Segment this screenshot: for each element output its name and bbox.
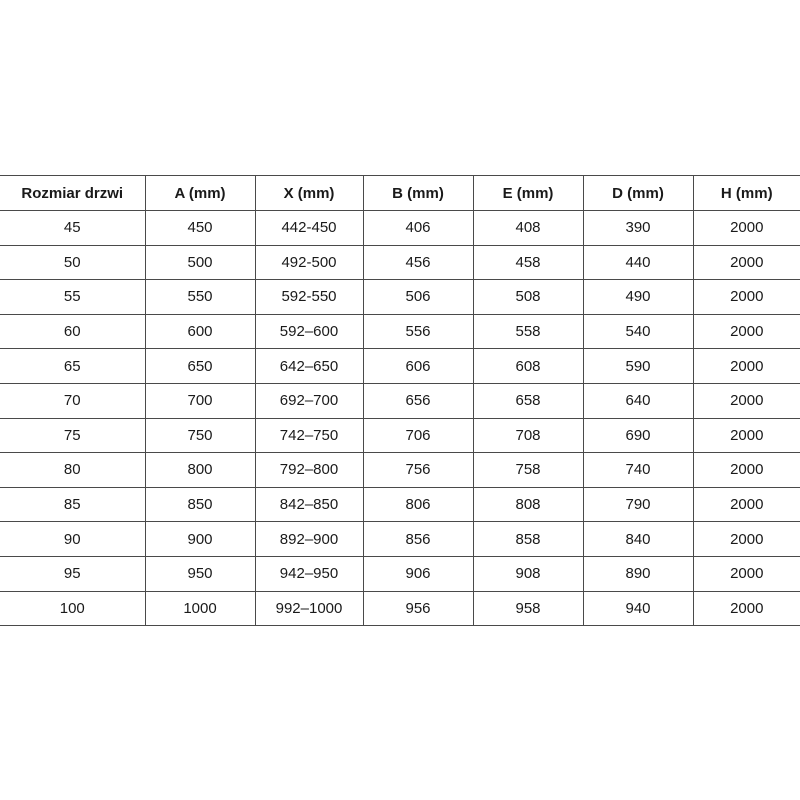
table-cell: 492-500 — [255, 245, 363, 280]
column-header: A (mm) — [145, 176, 255, 211]
table-cell: 2000 — [693, 453, 800, 488]
table-cell: 692–700 — [255, 383, 363, 418]
table-cell: 406 — [363, 211, 473, 246]
table-cell: 2000 — [693, 280, 800, 315]
table-body — [0, 211, 800, 626]
table-cell: 590 — [583, 349, 693, 384]
table-cell: 2000 — [693, 591, 800, 626]
table-cell: 2000 — [693, 314, 800, 349]
table-cell: 656 — [363, 383, 473, 418]
column-header: H (mm) — [693, 176, 800, 211]
table-cell: 100 — [0, 591, 145, 626]
table-cell: 658 — [473, 383, 583, 418]
table-cell: 450 — [145, 211, 255, 246]
table-cell: 708 — [473, 418, 583, 453]
table-cell: 750 — [145, 418, 255, 453]
table-cell: 95 — [0, 556, 145, 591]
table-cell: 2000 — [693, 487, 800, 522]
table-cell: 458 — [473, 245, 583, 280]
table-cell: 592-550 — [255, 280, 363, 315]
table-cell: 490 — [583, 280, 693, 315]
table-row — [0, 487, 800, 522]
table-cell: 2000 — [693, 211, 800, 246]
table-cell: 956 — [363, 591, 473, 626]
table-cell: 50 — [0, 245, 145, 280]
table-cell: 856 — [363, 522, 473, 557]
table-cell: 440 — [583, 245, 693, 280]
header-row — [0, 176, 800, 211]
table-cell: 90 — [0, 522, 145, 557]
table-row — [0, 556, 800, 591]
table-cell: 70 — [0, 383, 145, 418]
table-row — [0, 453, 800, 488]
table-cell: 740 — [583, 453, 693, 488]
table-cell: 706 — [363, 418, 473, 453]
table-cell: 942–950 — [255, 556, 363, 591]
table-cell: 75 — [0, 418, 145, 453]
table-cell: 500 — [145, 245, 255, 280]
table-cell: 540 — [583, 314, 693, 349]
table-cell: 508 — [473, 280, 583, 315]
table-cell: 506 — [363, 280, 473, 315]
table-cell: 992–1000 — [255, 591, 363, 626]
table-cell: 842–850 — [255, 487, 363, 522]
table-cell: 55 — [0, 280, 145, 315]
column-header: X (mm) — [255, 176, 363, 211]
table-cell: 940 — [583, 591, 693, 626]
table-cell: 958 — [473, 591, 583, 626]
table-cell: 65 — [0, 349, 145, 384]
column-header: D (mm) — [583, 176, 693, 211]
table-cell: 650 — [145, 349, 255, 384]
table-cell: 900 — [145, 522, 255, 557]
table-cell: 45 — [0, 211, 145, 246]
table-cell: 2000 — [693, 383, 800, 418]
table-row — [0, 280, 800, 315]
table-cell: 2000 — [693, 349, 800, 384]
table-cell: 408 — [473, 211, 583, 246]
table-cell: 890 — [583, 556, 693, 591]
table-row — [0, 383, 800, 418]
table-cell: 756 — [363, 453, 473, 488]
table-row — [0, 349, 800, 384]
table-cell: 1000 — [145, 591, 255, 626]
table-cell: 442-450 — [255, 211, 363, 246]
table-cell: 800 — [145, 453, 255, 488]
table-cell: 80 — [0, 453, 145, 488]
table-cell: 608 — [473, 349, 583, 384]
table-cell: 600 — [145, 314, 255, 349]
table-row — [0, 211, 800, 246]
column-header: B (mm) — [363, 176, 473, 211]
table-cell: 2000 — [693, 522, 800, 557]
table-cell: 840 — [583, 522, 693, 557]
table-cell: 806 — [363, 487, 473, 522]
table-cell: 2000 — [693, 556, 800, 591]
table-cell: 858 — [473, 522, 583, 557]
table-cell: 640 — [583, 383, 693, 418]
table-cell: 758 — [473, 453, 583, 488]
table-cell: 850 — [145, 487, 255, 522]
table-cell: 592–600 — [255, 314, 363, 349]
table-cell: 556 — [363, 314, 473, 349]
table-row — [0, 522, 800, 557]
column-header: Rozmiar drzwi — [0, 176, 145, 211]
table-cell: 908 — [473, 556, 583, 591]
table-row — [0, 591, 800, 626]
table-cell: 700 — [145, 383, 255, 418]
table-cell: 742–750 — [255, 418, 363, 453]
table-cell: 790 — [583, 487, 693, 522]
table-row — [0, 418, 800, 453]
table-cell: 892–900 — [255, 522, 363, 557]
dimensions-table — [0, 175, 800, 626]
table-cell: 550 — [145, 280, 255, 315]
table-cell: 558 — [473, 314, 583, 349]
table-cell: 85 — [0, 487, 145, 522]
table-cell: 792–800 — [255, 453, 363, 488]
table-cell: 642–650 — [255, 349, 363, 384]
table-cell: 906 — [363, 556, 473, 591]
table-cell: 606 — [363, 349, 473, 384]
table-cell: 60 — [0, 314, 145, 349]
table-row — [0, 314, 800, 349]
column-header: E (mm) — [473, 176, 583, 211]
table-row — [0, 245, 800, 280]
table-cell: 456 — [363, 245, 473, 280]
table-cell: 2000 — [693, 418, 800, 453]
table-cell: 950 — [145, 556, 255, 591]
table-cell: 2000 — [693, 245, 800, 280]
table-cell: 808 — [473, 487, 583, 522]
table-cell: 390 — [583, 211, 693, 246]
table-cell: 690 — [583, 418, 693, 453]
